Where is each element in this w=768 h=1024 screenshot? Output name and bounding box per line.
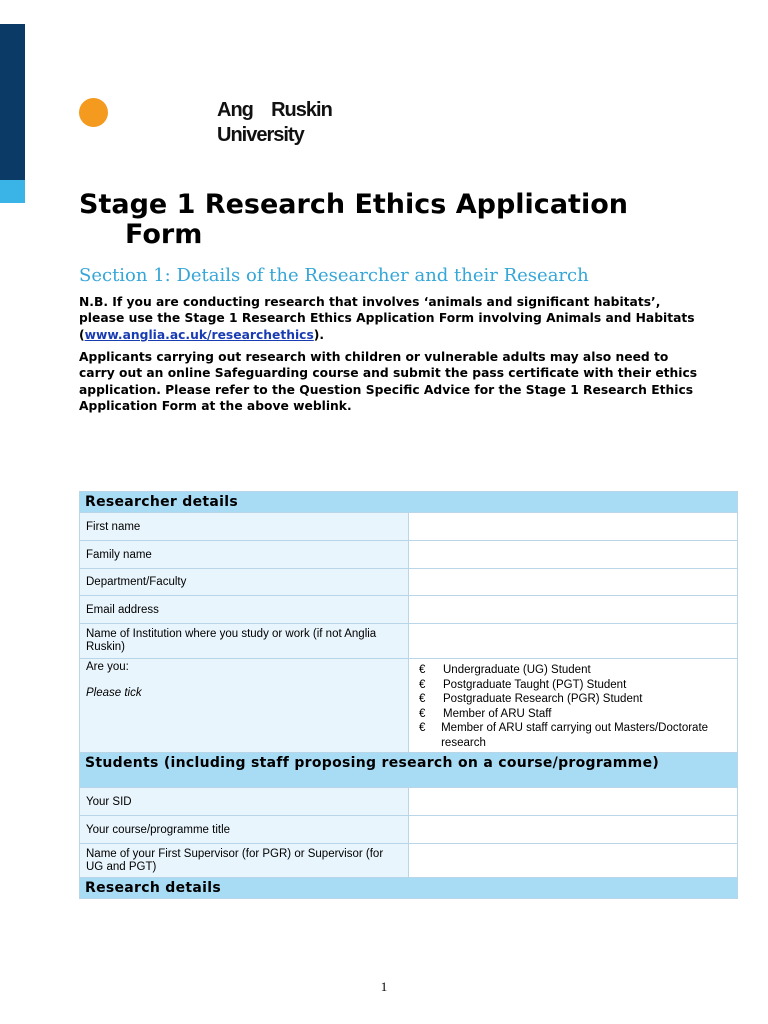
university-logo-text [217,98,332,148]
university-logo-circle [79,98,108,127]
checkbox-icon[interactable]: € [419,722,426,735]
sid-field[interactable] [409,788,738,816]
please-tick-text: Please tick [86,687,142,699]
notice-text: N.B. If you are conducting research that involves ‘animals and significant habitats’, please use the Stage 1 Research Ethics Application Form involving Animals and Habitats ( [79,295,695,342]
brand-bar-dark [0,24,25,180]
status-option[interactable] [419,663,731,678]
status-option[interactable] [419,721,731,750]
status-option[interactable] [419,707,731,722]
first-name-label: First name [80,513,409,541]
safeguarding-notice: Applicants carrying out research with children or vulnerable adults may also need to carry out an online Safeguarding course and submit the pass certificate with their ethics application. Please refer to the Question Specific Advice for the Stage 1 Research Ethics Application Form at the above weblink. [79,350,698,413]
logo-line-1: Ang Ruskin [217,99,332,121]
email-field[interactable] [409,596,738,624]
email-label: Email address [80,596,409,624]
status-options [409,659,738,753]
status-option-label: Postgraduate Research (PGR) Student [443,693,643,706]
course-title-field[interactable] [409,816,738,844]
students-header: Students (including staff proposing research on a course/programme) [80,753,738,788]
supervisor-field[interactable] [409,844,738,878]
checkbox-icon[interactable]: € [419,678,426,691]
status-option[interactable] [419,692,731,707]
institution-field[interactable] [409,624,738,659]
course-title-label: Your course/programme title [80,816,409,844]
brand-bar-light [0,180,25,203]
status-option-label: Member of ARU Staff [443,707,552,720]
status-option-label: Postgraduate Taught (PGT) Student [443,678,627,691]
section-title: Section 1: Details of the Researcher and their Research [79,265,589,286]
sid-label: Your SID [80,788,409,816]
are-you-text: Are you: [86,661,129,673]
title-line-1: Stage 1 Research Ethics Application [79,189,628,220]
status-option-list [415,659,731,751]
page-number: 1 [380,979,388,994]
status-option[interactable] [419,678,731,693]
checkbox-icon[interactable]: € [419,664,426,676]
research-ethics-link[interactable]: www.anglia.ac.uk/researchethics [84,327,314,342]
are-you-label [80,659,409,753]
application-form-table [79,491,738,899]
family-name-field[interactable] [409,541,738,569]
first-name-field[interactable] [409,513,738,541]
researcher-details-header: Researcher details [80,492,738,513]
research-details-header: Research details [80,878,738,899]
status-option-label: Undergraduate (UG) Student [443,664,591,676]
department-label: Department/Faculty [80,569,409,596]
family-name-label: Family name [80,541,409,569]
supervisor-label: Name of your First Supervisor (for PGR) or Supervisor (for UG and PGT) [80,844,409,878]
institution-label: Name of Institution where you study or work (if not Anglia Ruskin) [80,624,409,659]
checkbox-icon[interactable]: € [419,707,426,720]
title-line-2: Form [125,219,203,250]
checkbox-icon[interactable]: € [419,693,426,706]
notice-text-end: ). [313,327,325,342]
animals-notice [79,294,699,343]
status-option-label: Member of ARU staff carrying out Masters/Doctorate research [441,722,709,749]
department-field[interactable] [409,569,738,596]
logo-line-2: University [217,124,304,146]
page-title [79,190,719,250]
